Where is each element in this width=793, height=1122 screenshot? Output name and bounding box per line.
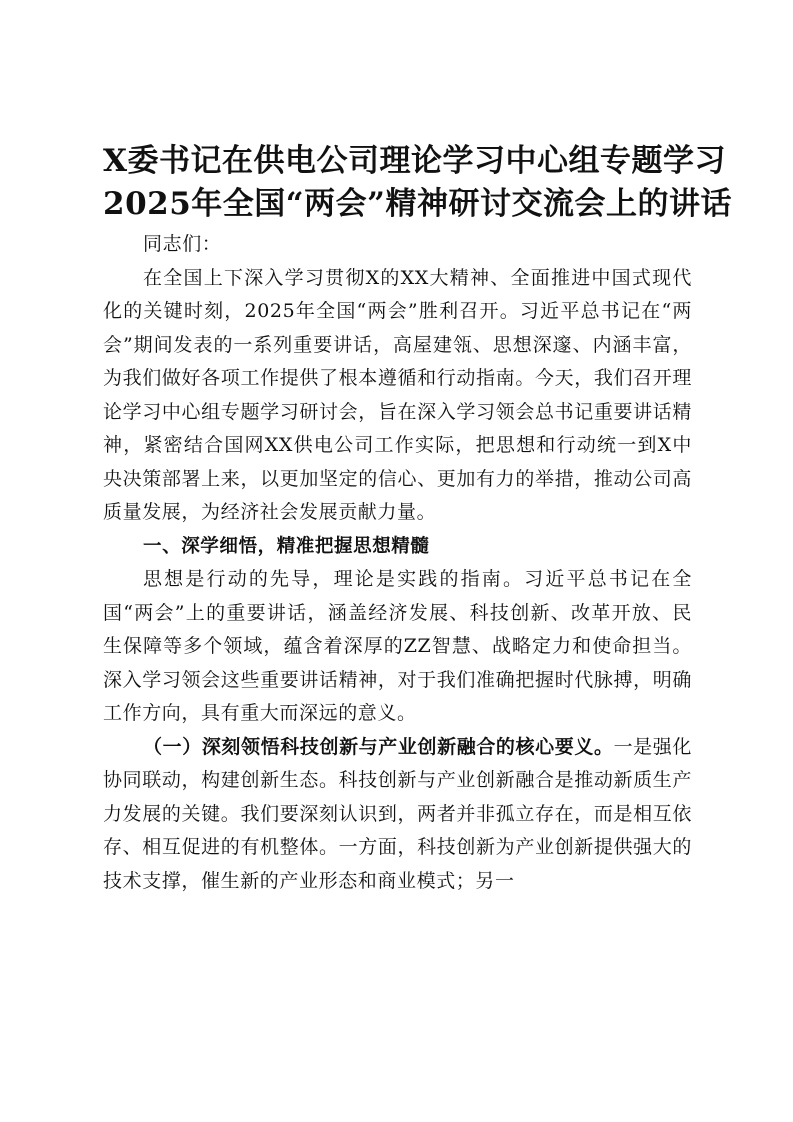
section-1-paragraph: 思想是行动的先导，理论是实践的指南。习近平总书记在全国“两会”上的重要讲话，涵盖经济发展、科技创新、改革开放、民生保障等多个领域，蕴含着深厚的ZZ智慧、战略定力和使命担当。深入学习领会这些重要讲话精神，对于我们准确把握时代脉搏，明确工作方向，具有重大而深远的意义。: [103, 568, 692, 724]
section-heading-1: 一、深学细悟，精准把握思想精髓: [143, 535, 430, 557]
subsection-1-heading: （一）深刻领悟科技创新与产业创新融合的核心要义。: [143, 735, 614, 758]
subsection-1-paragraph: [103, 731, 692, 899]
document-title: [103, 140, 732, 226]
subsection-1-text: 一是强化协同联动，构建创新生态。科技创新与产业创新融合是推动新质生产力发展的关键。我们要深刻认识到，两者并非孤立存在，而是相互依存、相互促进的有机整体。一方面，科技创新为产业创新提供强大的技术支撑，催生新的产业形态和商业模式；另一: [103, 735, 692, 892]
title-line-1: X委书记在供电公司理论学习中心组专题学习: [103, 143, 727, 179]
intro-paragraph: 在全国上下深入学习贯彻X的XX大精神、全面推进中国式现代化的关键时刻，2025年全国“两会”胜利召开。习近平总书记在“两会”期间发表的一系列重要讲话，高屋建瓴、思想深邃、内涵丰富，为我们做好各项工作提供了根本遵循和行动指南。今天，我们召开理论学习中心组专题学习研讨会，旨在深入学习领会总书记重要讲话精神，紧密结合国网XX供电公司工作实际，把思想和行动统一到X中央决策部署上来，以更加坚定的信心、更加有力的举措，推动公司高质量发展，为经济社会发展贡献力量。: [103, 266, 692, 523]
greeting: 同志们：: [143, 233, 222, 255]
title-line-2: 2025年全国“两会”精神研讨交流会上的讲话: [103, 186, 732, 222]
